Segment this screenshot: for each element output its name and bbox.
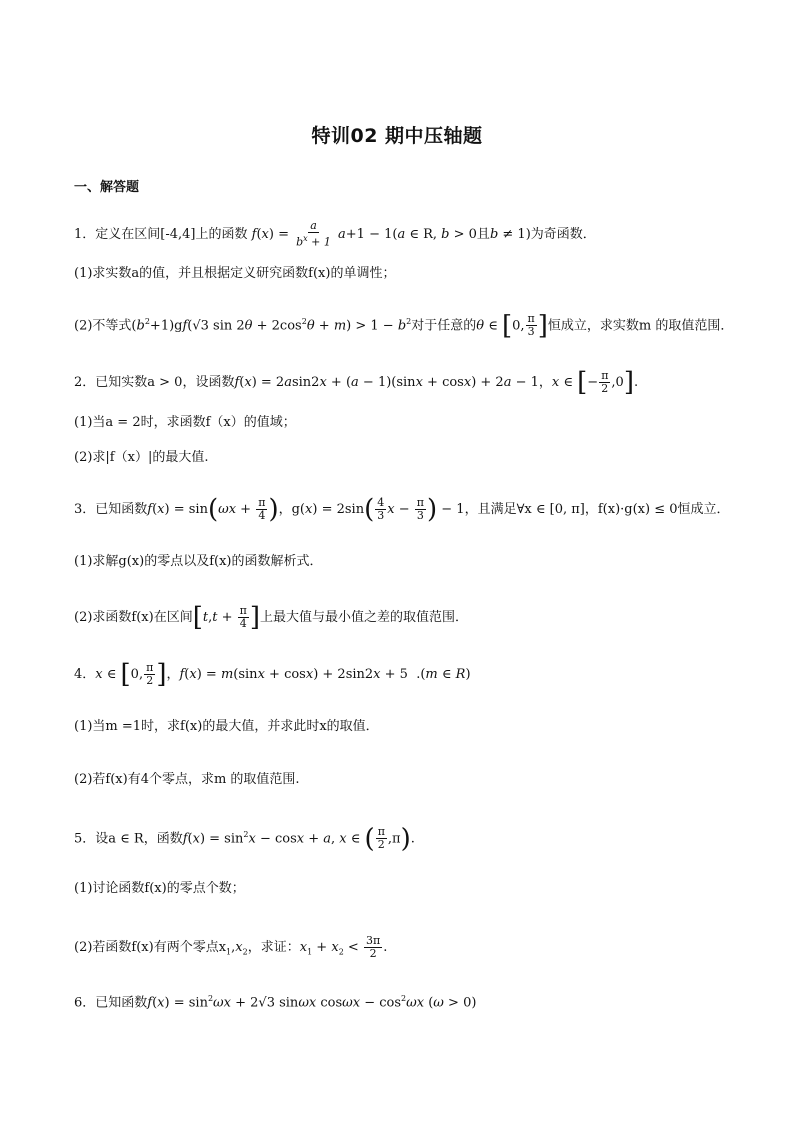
question-5-part-2: (2)若函数f(x)有两个零点$x_1,x_2$，求证：$x_1 + x_2$ < $\frac{3\pi}{2}$ . — [74, 934, 388, 960]
question-2-part-1: (1)当a = 2时，求函数f（x）的值域； — [74, 415, 296, 430]
fraction: $\frac{a}{b^x + 1}$ — [296, 219, 331, 249]
question-5-part-1: (1)讨论函数f(x)的零点个数； — [74, 881, 245, 896]
question-1: 1．定义在区间[-4,4]上的函数 f(x) = $\frac{a}{b^x + 1}$ a+1 − 1(a ∈ R, b > 0且b ≠ 1)为奇函数． — [74, 219, 596, 249]
question-2-part-2: (2)求|f（x）|的最大值. — [74, 450, 209, 465]
question-3-part-2: (2)求函数f(x)在区间[t,t + $\frac{\pi}{4}$ ]上最大值与最小值之差的取值范围． — [74, 602, 469, 633]
question-3-part-1: (1)求解g(x)的零点以及f(x)的函数解析式． — [74, 554, 323, 569]
question-4-part-2: (2)若f(x)有4个零点，求m 的取值范围. — [74, 772, 300, 787]
question-1-part-1: (1)求实数a的值，并且根据定义研究函数f(x)的单调性； — [74, 266, 396, 281]
question-5: 5．设a ∈ R，函数$f(x) = \sin^2x - \cos x + a$, x ∈ ( $\frac{\pi}{2}$ ,π). — [74, 823, 415, 854]
question-4-part-1: (1)当m =1时，求f(x)的最大值，并求此时x的取值． — [74, 719, 379, 734]
section-heading: 一、解答题 — [74, 180, 140, 195]
question-1-part-2: (2)不等式$(b^2+1)gf(√3$ $\sin 2\theta + 2\cos^2\theta + m) > 1 - b^2$对于任意的θ ∈ [0, $\frac{\pi}{3}$ ]恒成立，求实数m 的取值范围． — [74, 310, 734, 341]
question-2: 2．已知实数a > 0，设函数f(x) = 2asin2x + (a − 1)(sinx + cosx) + 2a − 1，x ∈ [− $\frac{\pi}{2}$ ,0]. — [74, 367, 639, 398]
question-6: 6．已知函数$f(x) = \sin^2\omega x + 2√3$ sinωx $\cos\omega x - \cos^2\omega x$ (ω > 0) — [74, 994, 477, 1011]
formula: f — [251, 226, 257, 242]
page-title: 特训02 期中压轴题 — [311, 125, 483, 147]
question-3: 3．已知函数f(x) = sin(ωx + $\frac{\pi}{4}$ )，g(x) = 2sin( $\frac{4}{3}$ x − $\frac{\pi}{3}$ ) − 1，且满足∀x ∈ [0, π]，f(x)·g(x) ≤ 0恒成立． — [74, 494, 730, 525]
question-4: 4．x ∈ [0, $\frac{\pi}{2}$ ]，f(x) = m(sinx + cosx) + 2sin2x + 5 .(m ∈ R) — [74, 659, 471, 690]
